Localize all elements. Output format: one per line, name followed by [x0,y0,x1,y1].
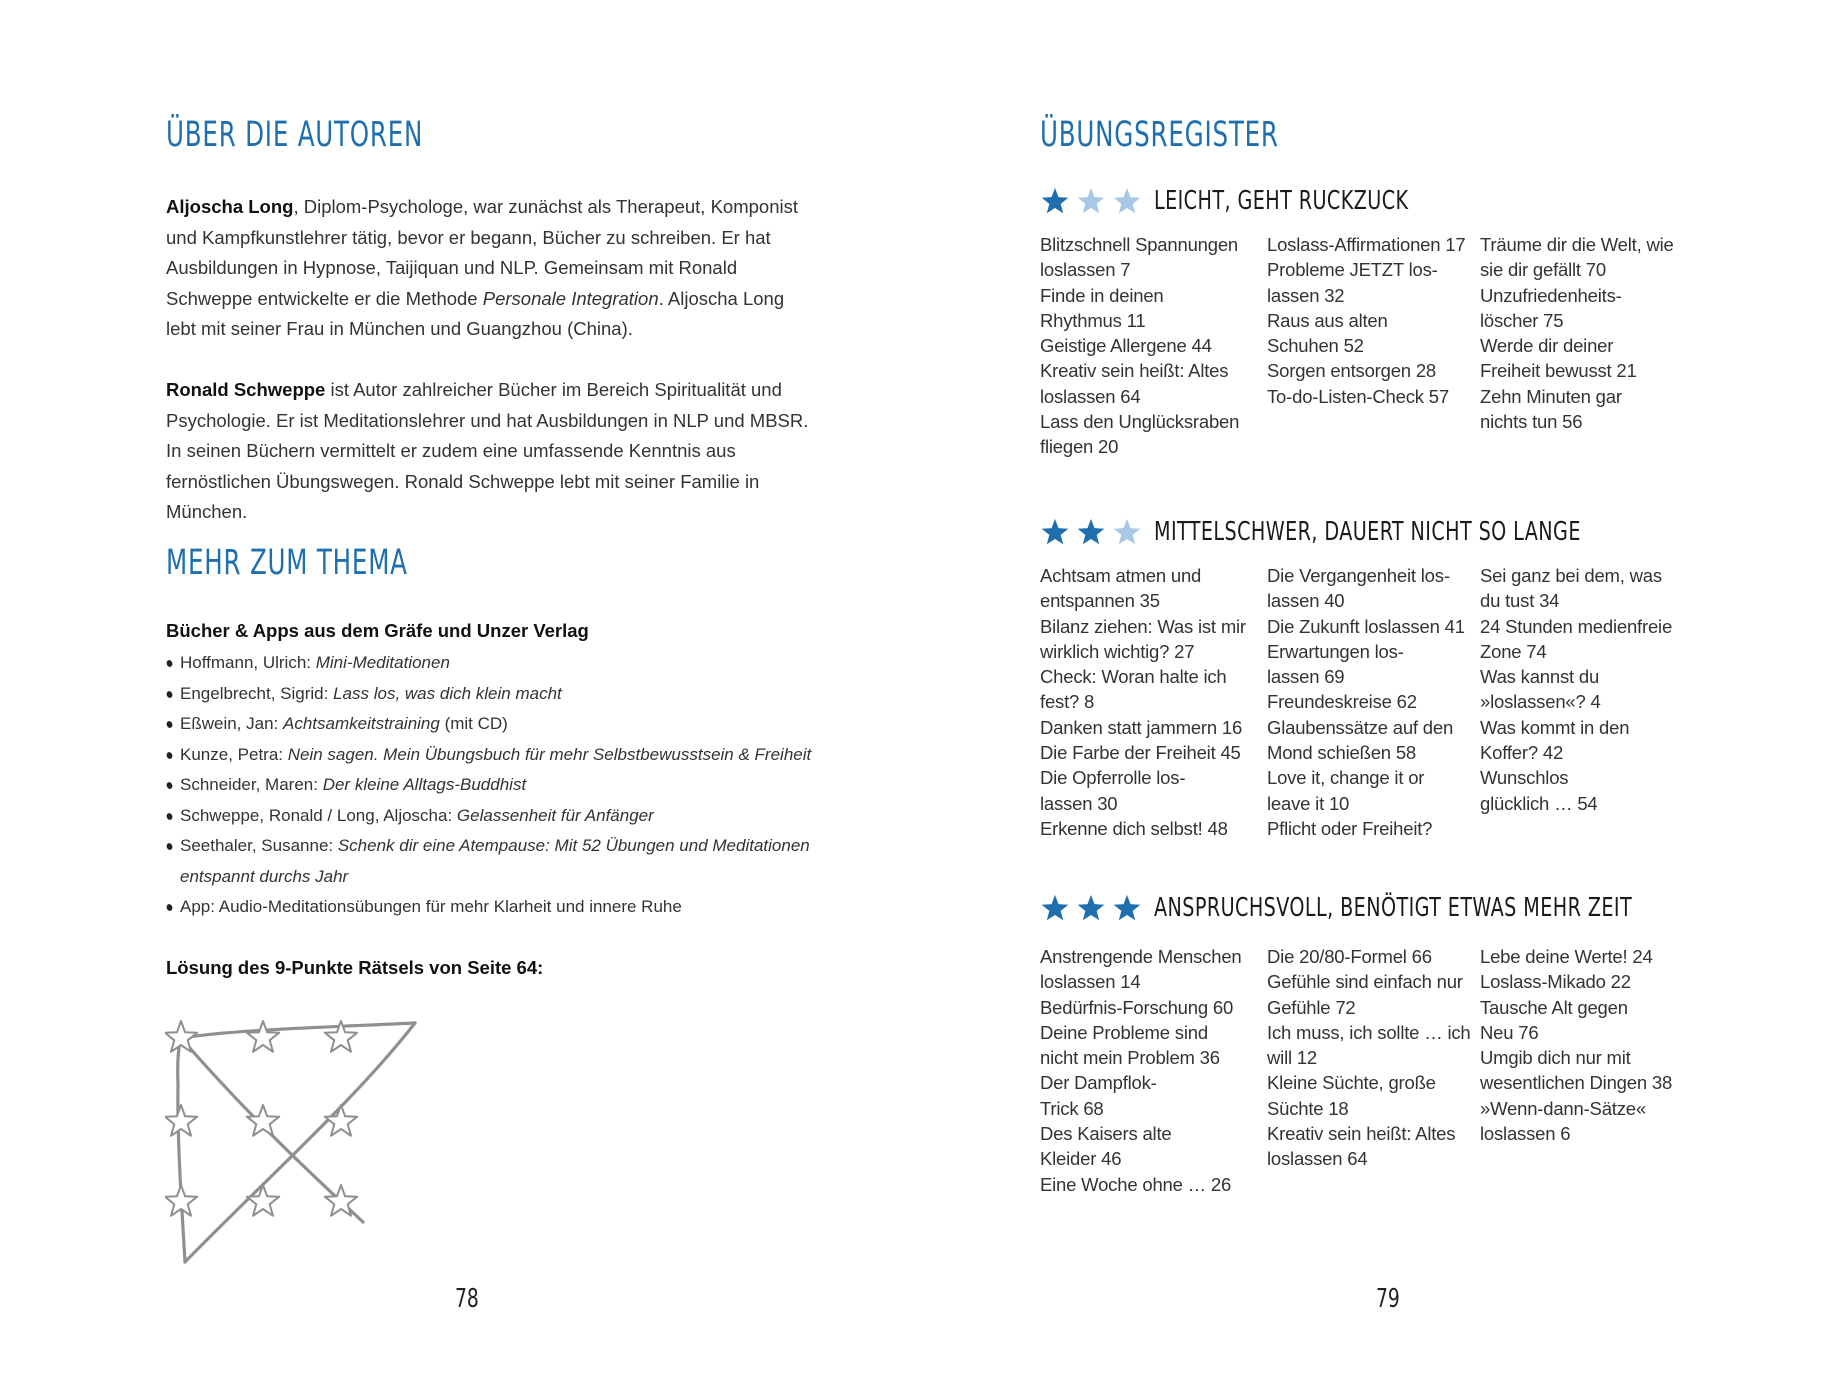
puzzle-star-icon [247,1185,279,1216]
exercise-entry: Die Opferrolle los- lassen 30 [1040,767,1186,814]
difficulty-stars [1040,517,1142,547]
exercise-entry: Bedürfnis-Forschung 60 [1040,996,1234,1018]
star-filled-icon [1076,893,1106,923]
exercise-entry: Deine Probleme sind nicht mein Problem 36 [1040,1021,1220,1069]
exercise-entry: Des Kaisers alte Kleider 46 [1040,1123,1172,1170]
exercise-entry: Loslass-Mikado 22 [1480,971,1631,993]
exercise-entry: Love it, change it or leave it 10 [1267,767,1425,814]
bio-text: ist Autor zahlreicher Bücher im Bereich Spiritualität und Psychologie. Er ist Meditationslehrer und hat Ausbildungen in NLP und MBSR. In seinen Büchern vermittelt er zudem eine umfassende Kenntnis aus fernöstlichen Übungswegen. Ronald Schweppe lebt mit seiner Familie in München. [166,379,809,522]
book-title: Schenk dir eine Atempause: Mit 52 Übungen und Meditationen entspannt durchs Jahr [180,836,810,886]
exercise-entry: Kleine Süchte, große Süchte 18 [1267,1072,1436,1119]
puzzle-star-icon [325,1105,357,1136]
page-number-right: 79 [1375,1284,1400,1314]
exercise-entry: Was kommt in den Koffer? 42 [1480,716,1630,764]
book-note: (mit CD) [439,714,508,733]
exercise-entry: Der Dampflok- Trick 68 [1040,1072,1157,1119]
author-bio-schweppe [166,375,816,528]
exercise-entry: Check: Woran halte ich fest? 8 [1040,666,1227,713]
difficulty-level-header [1040,186,1464,216]
exercise-entry: Die 20/80-Formel 66 [1267,946,1432,967]
exercise-entry: »Wenn-dann-Sätze« loslassen 6 [1480,1097,1646,1145]
exercise-entry: Bilanz ziehen: Was ist mir wirklich wichtig? 27 [1040,615,1246,662]
book-list-item [166,801,826,832]
bio-text: . Aljoscha Long lebt mit seiner Frau in München und Guangzhou (China). [166,287,785,339]
book-author: Schweppe, Ronald / Long, Aljoscha: [180,805,457,825]
book-author: Kunze, Petra: [180,744,288,764]
exercise-entry: Freundeskreise 62 [1267,691,1417,713]
method-name: Personale Integration [482,287,659,309]
difficulty-level-header [1040,517,1675,547]
exercise-entry: Erkenne dich selbst! 48 [1040,817,1228,839]
book-author: Engelbrecht, Sigrid: [180,683,334,703]
star-filled-icon [1076,517,1106,547]
puzzle-star-icon [247,1021,279,1052]
books-heading: Bücher & Apps aus dem Gräfe und Unzer Verlag [166,620,589,641]
author-name-schweppe: Ronald Schweppe [166,379,326,400]
difficulty-level-title: MITTELSCHWER, DAUERT NICHT SO LANGE [1154,517,1581,547]
exercise-entry: Träume dir die Welt, wie sie dir gefällt 70 [1480,234,1674,281]
difficulty-stars [1040,186,1142,216]
difficulty-level-header [1040,893,1737,923]
book-list [166,648,826,923]
star-empty-icon [1112,517,1142,547]
exercise-entry: Probleme JETZT los- lassen 32 [1267,259,1438,306]
exercise-entry: Wunschlos glücklich … 54 [1480,767,1598,814]
book-list-item [166,740,826,771]
star-empty-icon [1112,186,1142,216]
book-author: Schneider, Maren: [180,775,323,794]
book-title: Lass los, was dich klein macht [333,683,562,703]
book-list-item [166,831,826,892]
exercise-entry: Finde in deinen Rhythmus 11 [1040,284,1164,331]
exercise-column [1267,944,1471,1172]
nine-dot-puzzle-solution [165,990,435,1270]
exercise-entry: Eine Woche ohne … 26 [1040,1173,1232,1195]
book-author: App: Audio-Meditationsübungen für mehr Klarheit und innere Ruhe [180,897,682,916]
book-title: Achtsamkeitstraining [283,714,440,733]
exercise-entry: Blitzschnell Spannungen loslassen 7 [1040,234,1239,281]
exercise-entry: Erwartungen los- lassen 69 [1267,640,1404,688]
author-name-long: Aljoscha Long [166,196,294,217]
puzzle-star-icon [165,1021,197,1052]
book-title: Gelassenheit für Anfänger [456,805,654,825]
exercise-entry: Tausche Alt gegen Neu 76 [1480,996,1628,1043]
star-filled-icon [1040,893,1070,923]
exercise-entry: Anstrengende Menschen loslassen 14 [1040,946,1242,993]
heading-about-authors: ÜBER DIE AUTOREN [166,115,424,155]
book-list-item [166,679,826,710]
exercise-entry: Unzufriedenheits- löscher 75 [1480,284,1622,331]
exercise-entry: Geistige Allergene 44 [1040,335,1212,357]
book-author: Seethaler, Susanne: [180,836,338,855]
puzzle-star-icon [165,1105,197,1136]
bio-text: , Diplom-Psychologe, war zunächst als Therapeut, Komponist und Kampfkunstlehrer tätig, bevor er begann, Bücher zu schreiben. Er hat Ausbildungen in Hypnose, Taijiquan und NLP. Gemeinsam mit Ronald Schweppe entwickelte er die Methode [166,196,798,309]
star-filled-icon [1040,186,1070,216]
author-bio-long [166,192,816,345]
exercise-entry: Zehn Minuten gar nichts tun 56 [1480,385,1622,433]
book-author: Eßwein, Jan: [180,714,283,733]
book-list-item [166,648,826,679]
exercise-entry: 24 Stunden medienfreie Zone 74 [1480,615,1673,662]
exercise-entry: Raus aus alten Schuhen 52 [1267,309,1388,357]
exercise-entry: Sei ganz bei dem, was du tust 34 [1480,565,1662,612]
exercise-entry: Werde dir deiner Freiheit bewusst 21 [1480,335,1637,382]
exercise-entry: Loslass-Affirmationen 17 [1267,234,1466,255]
exercise-column [1040,563,1246,841]
heading-more-topic: MEHR ZUM THEMA [166,543,408,583]
star-empty-icon [1076,186,1106,216]
puzzle-star-icon [247,1105,279,1136]
exercise-entry: To-do-Listen-Check 57 [1267,385,1449,407]
book-author: Hoffmann, Ulrich: [180,653,316,672]
star-filled-icon [1040,517,1070,547]
exercise-entry: Die Farbe der Freiheit 45 [1040,742,1241,764]
book-list-item [166,709,826,740]
heading-exercise-index: ÜBUNGSREGISTER [1040,115,1279,155]
exercise-column [1480,944,1672,1146]
book-list-item [166,892,826,923]
exercise-column [1480,563,1672,816]
solution-heading: Lösung des 9-Punkte Rätsels von Seite 64: [166,957,544,978]
exercise-entry: Was kannst du »loslassen«? 4 [1480,666,1601,713]
exercise-entry: Umgib dich nur mit wesentlichen Dingen 38 [1480,1047,1673,1094]
difficulty-level-title: LEICHT, GEHT RUCKZUCK [1154,186,1409,216]
exercise-entry: Pflicht oder Freiheit? [1267,817,1433,839]
exercise-entry: Kreativ sein heißt: Altes loslassen 64 [1267,1123,1456,1170]
book-title: Nein sagen. Mein Übungsbuch für mehr Selbstbewusstsein & Freiheit [287,744,812,764]
difficulty-level-title: ANSPRUCHSVOLL, BENÖTIGT ETWAS MEHR ZEIT [1154,893,1633,923]
page-number-left: 78 [454,1284,479,1314]
exercise-column [1267,563,1465,841]
exercise-entry: Glaubenssätze auf den Mond schießen 58 [1267,716,1454,764]
star-filled-icon [1112,893,1142,923]
book-title: Der kleine Alltags-Buddhist [322,775,527,794]
exercise-entry: Ich muss, ich sollte … ich will 12 [1267,1021,1471,1069]
exercise-column [1267,232,1465,409]
book-title: Mini-Meditationen [315,653,450,672]
exercise-entry: Achtsam atmen und entspannen 35 [1040,565,1202,612]
exercise-entry: Lass den Unglücksraben fliegen 20 [1040,411,1240,458]
right-page [915,0,1830,1387]
exercise-entry: Gefühle sind einfach nur Gefühle 72 [1267,971,1463,1018]
exercise-entry: Sorgen entsorgen 28 [1267,360,1436,382]
exercise-entry: Die Zukunft loslassen 41 [1267,615,1465,637]
book-list-item [166,770,826,801]
exercise-entry: Kreativ sein heißt: Altes loslassen 64 [1040,360,1229,407]
exercise-entry: Lebe deine Werte! 24 [1480,946,1653,967]
exercise-entry: Die Vergangenheit los- lassen 40 [1267,565,1450,612]
difficulty-stars [1040,893,1142,923]
exercise-column [1040,232,1239,460]
exercise-column [1480,232,1674,434]
solution-lines [178,1023,415,1262]
exercise-column [1040,944,1242,1197]
exercise-entry: Danken statt jammern 16 [1040,716,1243,738]
